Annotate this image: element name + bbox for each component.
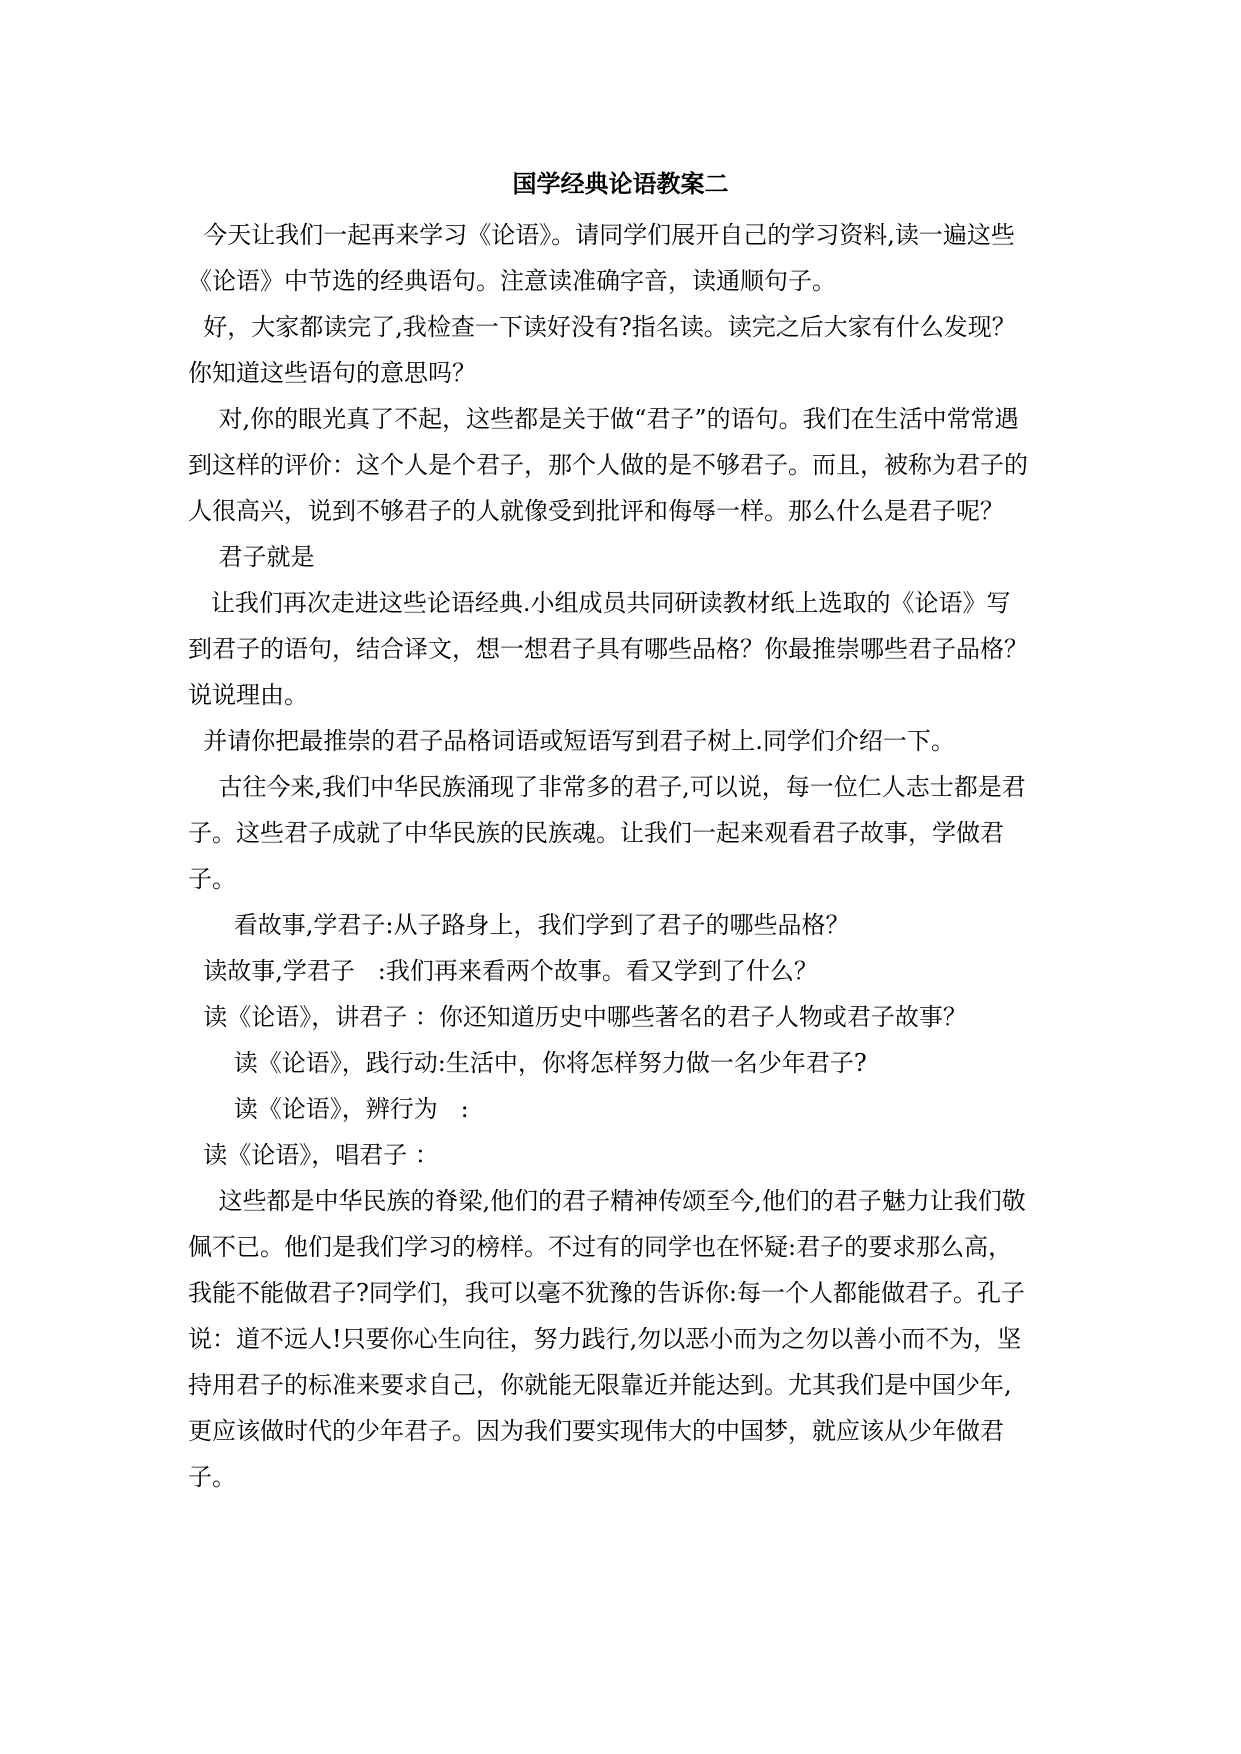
paragraph-group-study: 让我们再次走进这些论语经典.小组成员共同研读教材纸上选取的《论语》写到君子的语句，结合译文，想一想君子具有哪些品格？你最推崇哪些君子品格？说说理由。 [188, 589, 1028, 709]
paragraph-conclusion: 这些都是中华民族的脊梁,他们的君子精神传颂至今,他们的君子魅力让我们敬佩不已。他们是我们学习的榜样。不过有的同学也在怀疑:君子的要求那么高，我能不能做君子?同学们，我可以毫不犹豫的告诉你:每一个人都能做君子。孔子说：道不远人!只要你心生向往，努力践行,勿以恶小而为之勿以善小而不为，坚持用君子的标准来要求自己，你就能无限靠近并能达到。尤其我们是中国少年,更应该做时代的少年君子。因为我们要实现伟大的中国梦，就应该从少年做君子。 [188, 1187, 1026, 1491]
paragraph-reading-check: 好，大家都读完了,我检查一下读好没有?指名读。读完之后大家有什么发现？ 你知道这些语句的意思吗？ [188, 313, 1039, 387]
paragraph-story-two: 读故事,学君子 :我们再来看两个故事。看又学到了什么？ [188, 957, 818, 985]
paragraph-intro: 今天让我们一起再来学习《论语》。请同学们展开自己的学习资料,读一遍这些《论语》中节选的经典语句。注意读准确字音，读通顺句子。 [188, 221, 1015, 295]
paragraph-junzi-definition: 君子就是 [188, 543, 315, 571]
document-body [188, 212, 1039, 1500]
paragraph-distinguish: 读《论语》，辨行为 : [188, 1095, 469, 1123]
paragraph-junzi-tree: 并请你把最推崇的君子品格词语或短语写到君子树上.同学们介绍一下。 [188, 727, 955, 755]
paragraph-practice: 读《论语》，践行动:生活中，你将怎样努力做一名少年君子? [188, 1049, 867, 1077]
paragraph-chinese-junzi: 古往今来,我们中华民族涌现了非常多的君子,可以说，每一位仁人志士都是君子。这些君子成就了中华民族的民族魂。让我们一起来观看君子故事，学做君子。 [188, 773, 1026, 893]
document-title: 国学经典论语教案二 [512, 169, 729, 198]
paragraph-story-zilu: 看故事,学君子:从子路身上，我们学到了君子的哪些品格？ [188, 911, 850, 939]
paragraph-tell-junzi: 读《论语》，讲君子 ：你还知道历史中哪些著名的君子人物或君子故事？ [188, 1003, 967, 1031]
paragraph-junzi-question: 对,你的眼光真了不起，这些都是关于做“君子”的语句。我们在生活中常常遇到这样的评价：这个人是个君子，那个人做的是不够君子。而且，被称为君子的人很高兴，说到不够君子的人就像受到批评和侮辱一样。那么什么是君子呢？ [188, 405, 1028, 525]
paragraph-sing-junzi: 读《论语》，唱君子 ： [188, 1141, 439, 1169]
